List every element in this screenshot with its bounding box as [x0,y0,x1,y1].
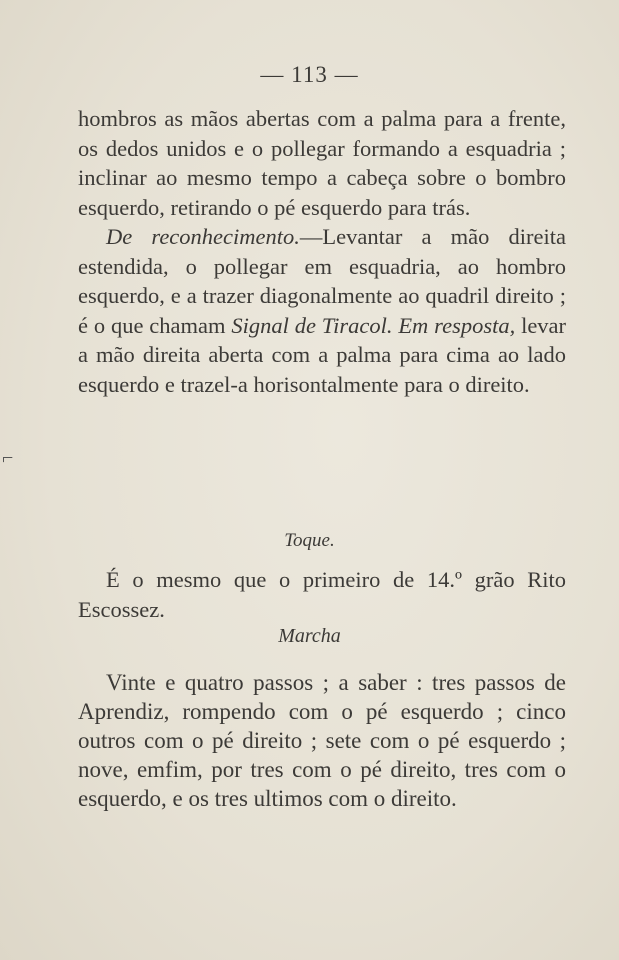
text-block-marcha [78,668,566,813]
signal-de-tiracol: Signal de Tiracol. [231,312,393,338]
paragraph-reconhecimento [78,222,566,399]
page-number: — 113 — [260,62,359,87]
margin-mark: ⌐ [2,447,14,469]
reconhecimento-text-b: levar a mão direita aberta com a palma para cima ao lado esquerdo e trazel-a horisontalmente para o direito. [78,312,567,397]
em-resposta: Em resposta, [398,312,516,338]
heading-marcha: Marcha [278,625,341,647]
paragraph-toque: É o mesmo que o primeiro de 14.º grão Rito Escossez. [78,567,566,622]
text-block-toque [78,565,566,624]
reconhecimento-text-a: —Levantar a mão direita estendida, o pollegar em esquadria, ao hombro esquerdo, e a trazer diagonalmente ao quadril direito ; é o que chamam [78,224,566,338]
paragraph-marcha: Vinte e quatro passos ; a saber : tres passos de Aprendiz, rompendo com o pé esquerdo ; cinco outros com o pé direito ; sete com o pé esquerdo ; nove, emfim, por tres com o pé direito, tres com o esquerdo, e os tres ultimos com o direito. [78,670,566,811]
heading-toque: Toque. [284,530,335,551]
paragraph-continuation: hombros as mãos abertas com a palma para a frente, os dedos unidos e o pollegar formando a esquadria ; inclinar ao mesmo tempo a cabeça sobre o bombro esquerdo, retirando o pé esquerdo para trás. [78,106,566,220]
text-block-top [78,104,566,399]
reconhecimento-label: De reconhecimento. [106,224,300,249]
